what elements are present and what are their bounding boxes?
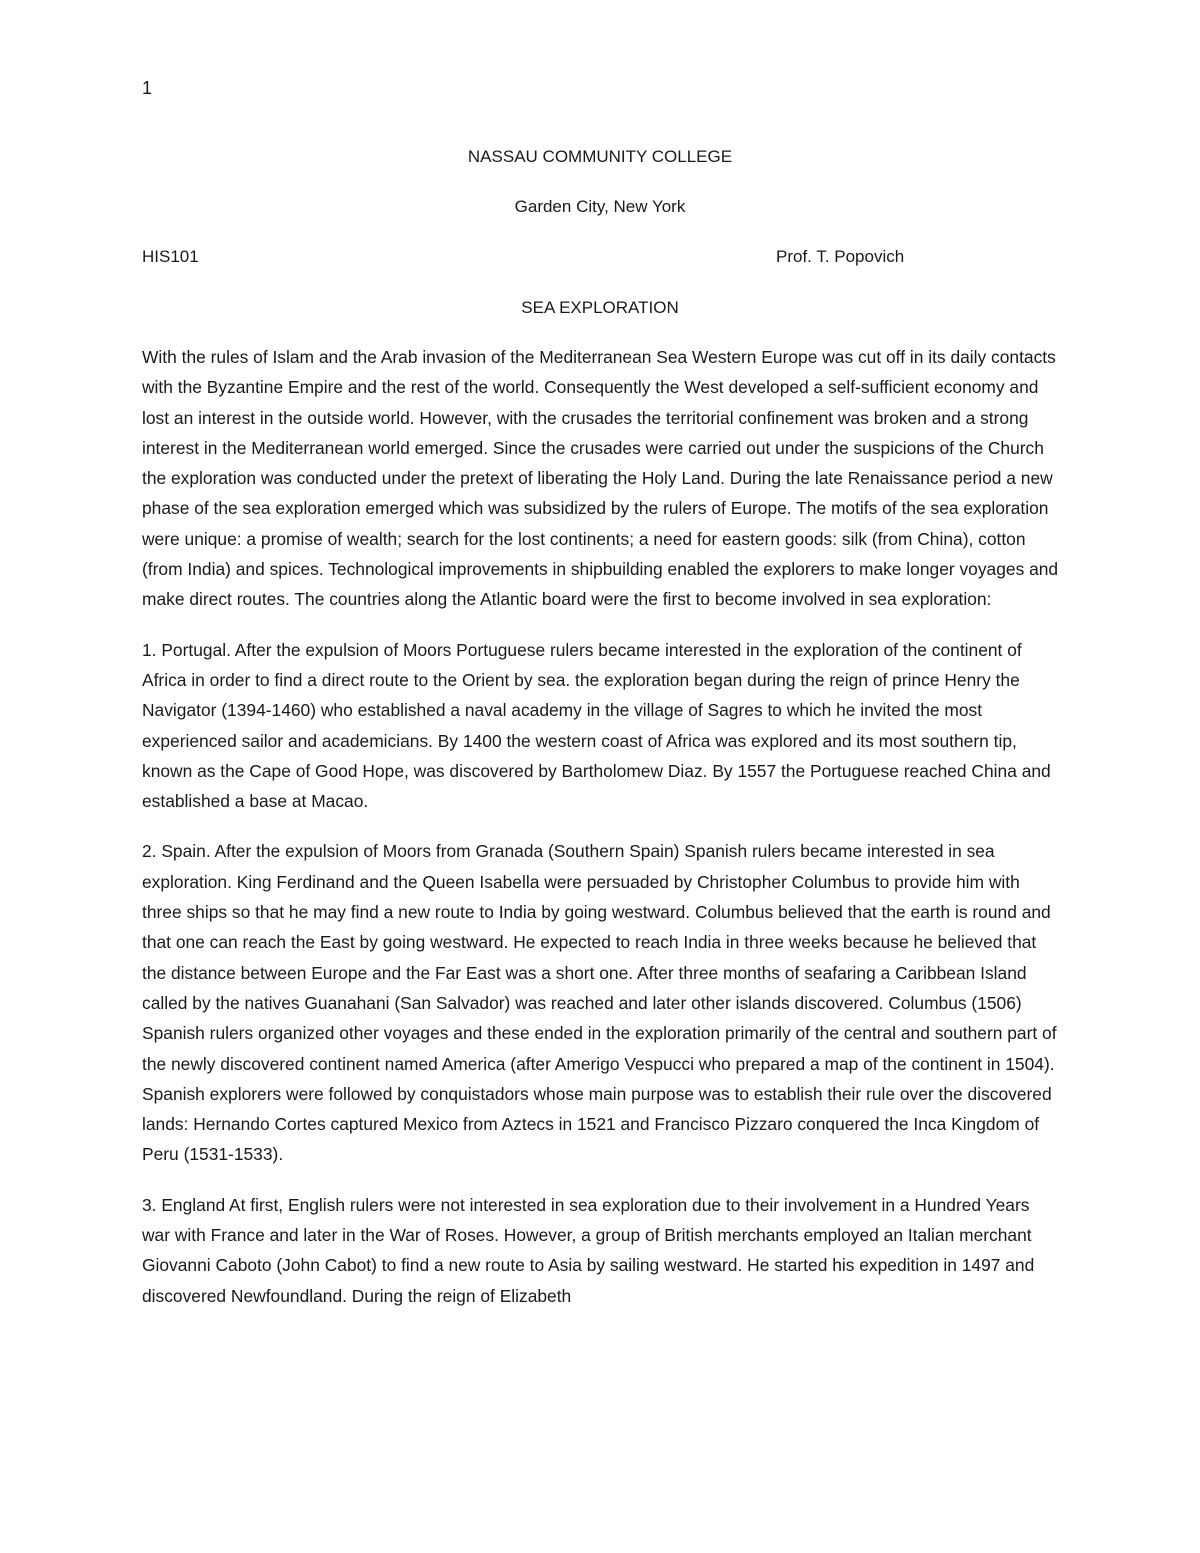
paragraph-england: 3. England At first, English rulers were not interested in sea exploration due to their involvement in a Hundred Years war with France and later in the War of Roses. However, a group of British merchants employed an Italian merchant Giovanni Caboto (John Cabot) to find a new route to Asia by sailing westward. He started his expedition in 1497 and discovered Newfoundland. During the reign of Elizabeth	[142, 1194, 1035, 1306]
document-body	[142, 342, 1060, 1331]
document-title: SEA EXPLORATION	[521, 298, 679, 317]
paragraph-portugal: 1. Portugal. After the expulsion of Moors Portuguese rulers became interested in the exploration of the continent of Africa in order to find a direct route to the Orient by sea. the exploration began during the reign of prince Henry the Navigator (1394-1460) who established a naval academy in the village of Sagres to which he invited the most experienced sailor and academicians. By 1400 the western coast of Africa was explored and its most southern tip, known as the Cape of Good Hope, was discovered by Bartholomew Diaz. By 1557 the Portuguese reached China and established a base at Macao.	[142, 639, 1051, 812]
college-name: NASSAU COMMUNITY COLLEGE	[467, 147, 733, 166]
course-code: HIS101	[142, 247, 199, 266]
paragraph-spain: 2. Spain. After the expulsion of Moors from Granada (Southern Spain) Spanish rulers became interested in sea exploration. King Ferdinand and the Queen Isabella were persuaded by Christopher Columbus to provide him with three ships so that he may find a new route to India by going westward. Columbus believed that the earth is round and that one can reach the East by going westward. He expected to reach India in three weeks because he believed that the distance between Europe and the Far East was a short one. After three months of seafaring a Caribbean Island called by the natives Guanahani (San Salvador) was reached and later other islands discovered. Columbus (1506) Spanish rulers organized other voyages and these ended in the exploration primarily of the central and southern part of the newly discovered continent named America (after Amerigo Vespucci who prepared a map of the continent in 1504). Spanish explorers were followed by conquistadors whose main purpose was to establish their rule over the discovered lands: Hernando Cortes captured Mexico from Aztecs in 1521 and Francisco Pizzaro conquered the Inca Kingdom of Peru (1531-1533).	[142, 841, 1057, 1165]
professor-name: Prof. T. Popovich	[776, 247, 905, 266]
page-number: 1	[142, 78, 153, 98]
college-location: Garden City, New York	[514, 197, 686, 216]
paragraph-intro: With the rules of Islam and the Arab invasion of the Mediterranean Sea Western Europe was cut off in its daily contacts with the Byzantine Empire and the rest of the world. Consequently the West developed a self-sufficient economy and lost an interest in the outside world. However, with the crusades the territorial confinement was broken and a strong interest in the Mediterranean world emerged. Since the crusades were carried out under the suspicions of the Church the exploration was conducted under the pretext of liberating the Holy Land. During the late Renaissance period a new phase of the sea exploration emerged which was subsidized by the rulers of Europe. The motifs of the sea exploration were unique: a promise of wealth; search for the lost continents; a need for eastern goods: silk (from China), cotton (from India) and spices. Technological improvements in shipbuilding enabled the explorers to make longer voyages and make direct routes. The countries along the Atlantic board were the first to become involved in sea exploration:	[142, 347, 1059, 610]
